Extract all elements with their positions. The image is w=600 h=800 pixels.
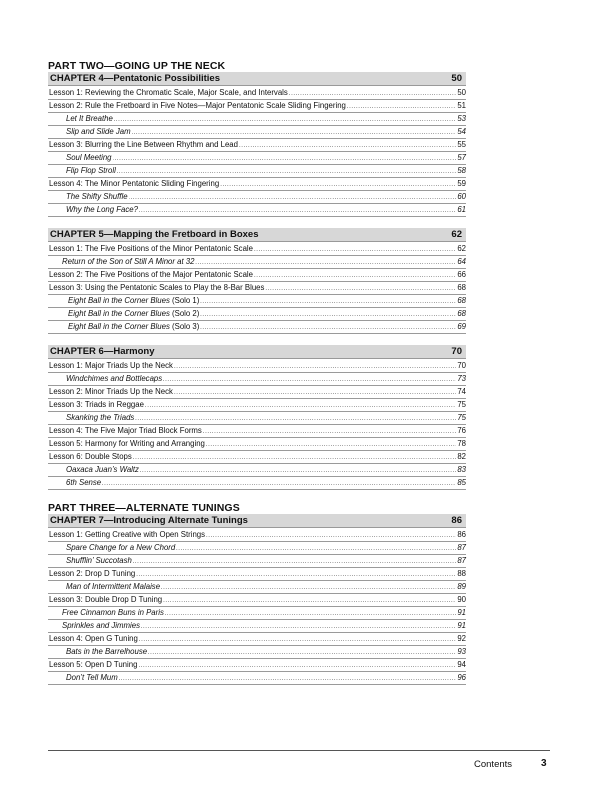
lesson-title <box>48 451 132 463</box>
chapter-spacer <box>48 217 466 228</box>
dot-leader <box>140 465 456 477</box>
lesson-entry[interactable] <box>48 438 466 451</box>
entry-text: Let It Breathe <box>66 114 113 123</box>
entry-page: 93 <box>457 647 466 656</box>
lesson-entry[interactable] <box>48 178 466 191</box>
song-entry[interactable] <box>48 607 466 620</box>
dot-leader <box>139 634 456 646</box>
entry-text: Lesson 3: Blurring the Line Between Rhythm and Lead <box>49 140 238 149</box>
chapter-title: CHAPTER 7—Introducing Alternate Tunings <box>50 515 248 526</box>
song-title <box>48 295 199 307</box>
chapter-spacer <box>48 334 466 345</box>
entry-text: Flip Flop Stroll <box>66 166 116 175</box>
dot-leader <box>174 387 456 399</box>
entry-text: Lesson 5: Harmony for Writing and Arranging <box>49 439 205 448</box>
entry-page: 86 <box>457 530 466 539</box>
chapter-heading[interactable] <box>48 228 466 242</box>
lesson-title <box>48 425 202 437</box>
dot-leader <box>114 114 457 126</box>
entry-page: 75 <box>457 400 466 409</box>
entry-suffix: (Solo 3) <box>169 322 200 331</box>
song-entry[interactable] <box>48 256 466 269</box>
dot-leader <box>289 88 457 100</box>
song-entry[interactable] <box>48 204 466 217</box>
lesson-entry[interactable] <box>48 529 466 542</box>
dot-leader <box>136 569 456 581</box>
entry-suffix: (Solo 2) <box>169 309 200 318</box>
dot-leader <box>138 660 456 672</box>
dot-leader <box>139 205 456 217</box>
entry-text: Eight Ball in the Corner Blues <box>68 322 170 331</box>
chapter-page: 50 <box>451 73 462 84</box>
song-title <box>48 672 118 684</box>
song-title <box>48 646 147 658</box>
dot-leader <box>239 140 456 152</box>
part-title: PART THREE—ALTERNATE TUNINGS <box>48 502 240 514</box>
entry-page: 89 <box>457 582 466 591</box>
song-title <box>48 542 175 554</box>
song-title <box>48 126 131 138</box>
dot-leader <box>163 374 456 386</box>
entry-page: 83 <box>457 465 466 474</box>
entry-page: 82 <box>457 452 466 461</box>
entry-text: Slip and Slide Jam <box>66 127 131 136</box>
lesson-title <box>48 399 144 411</box>
lesson-entry[interactable] <box>48 659 466 672</box>
entry-page: 60 <box>457 192 466 201</box>
lesson-entry[interactable] <box>48 269 466 282</box>
song-title <box>48 113 113 125</box>
dot-leader <box>132 127 457 139</box>
song-entry[interactable] <box>48 165 466 178</box>
song-title <box>48 555 132 567</box>
entry-page: 78 <box>457 439 466 448</box>
entry-text: Lesson 5: Open D Tuning <box>49 660 138 669</box>
chapter-page: 86 <box>451 515 462 526</box>
dot-leader <box>347 101 456 113</box>
entry-text: Why the Long Face? <box>66 205 138 214</box>
chapter-title: CHAPTER 5—Mapping the Fretboard in Boxes <box>50 229 259 240</box>
lesson-entry[interactable] <box>48 100 466 113</box>
lesson-title <box>48 360 173 372</box>
dot-leader <box>102 478 456 490</box>
entry-text: Lesson 1: Getting Creative with Open Strings <box>49 530 206 539</box>
lesson-entry[interactable] <box>48 243 466 256</box>
entry-page: 55 <box>457 140 466 149</box>
entry-page: 87 <box>457 556 466 565</box>
entry-page: 74 <box>457 387 466 396</box>
entry-page: 73 <box>457 374 466 383</box>
lesson-entry[interactable] <box>48 386 466 399</box>
song-title <box>48 620 140 632</box>
song-title <box>48 581 160 593</box>
song-title <box>48 165 116 177</box>
lesson-title <box>48 243 253 255</box>
dot-leader <box>133 452 457 464</box>
entry-text: Soul Meeting <box>66 153 112 162</box>
dot-leader <box>119 673 457 685</box>
song-title <box>48 191 128 203</box>
entry-text: Free Cinnamon Buns in Paris <box>62 608 164 617</box>
entry-page: 50 <box>457 88 466 97</box>
entry-page: 91 <box>457 608 466 617</box>
entry-page: 96 <box>457 673 466 682</box>
song-entry[interactable] <box>48 373 466 386</box>
song-title <box>48 464 139 476</box>
entry-page: 62 <box>457 244 466 253</box>
lesson-entry[interactable] <box>48 139 466 152</box>
dot-leader <box>200 309 456 321</box>
lesson-title <box>48 282 264 294</box>
entry-text: Windchimes and Bottlecaps <box>66 374 163 383</box>
lesson-title <box>48 139 238 151</box>
song-title <box>48 321 199 333</box>
entry-text: Lesson 2: Rule the Fretboard in Five Notes—Major Pentatonic Scale Sliding Fingering <box>49 101 346 110</box>
song-title <box>48 204 138 216</box>
entry-text: Lesson 4: Open G Tuning <box>49 634 138 643</box>
entry-page: 57 <box>457 153 466 162</box>
part-title: PART TWO—GOING UP THE NECK <box>48 60 226 72</box>
song-entry[interactable] <box>48 477 466 490</box>
dot-leader <box>141 621 456 633</box>
chapter-title: CHAPTER 6—Harmony <box>50 346 155 357</box>
dot-leader <box>254 244 456 256</box>
entry-page: 66 <box>457 270 466 279</box>
entry-page: 69 <box>457 322 466 331</box>
lesson-title <box>48 87 288 99</box>
chapter-page: 62 <box>451 229 462 240</box>
page-number: 3 <box>541 758 547 769</box>
entry-text: Lesson 2: Minor Triads Up the Neck <box>49 387 173 396</box>
entry-text: Lesson 4: The Minor Pentatonic Sliding Fingering <box>49 179 220 188</box>
song-entry[interactable] <box>48 672 466 685</box>
song-entry[interactable] <box>48 308 466 321</box>
table-of-contents <box>48 60 466 685</box>
entry-page: 70 <box>457 361 466 370</box>
chapter-title: CHAPTER 4—Pentatonic Possibilities <box>50 73 220 84</box>
entry-text: Sprinkles and Jimmies <box>62 621 140 630</box>
lesson-title <box>48 659 137 671</box>
dot-leader <box>176 543 456 555</box>
entry-page: 68 <box>457 309 466 318</box>
entry-page: 68 <box>457 283 466 292</box>
dot-leader <box>148 647 456 659</box>
song-entry[interactable] <box>48 412 466 425</box>
song-entry[interactable] <box>48 464 466 477</box>
entry-page: 76 <box>457 426 466 435</box>
song-entry[interactable] <box>48 555 466 568</box>
entry-page: 75 <box>457 413 466 422</box>
entry-page: 91 <box>457 621 466 630</box>
entry-text: Lesson 2: The Five Positions of the Major Pentatonic Scale <box>49 270 253 279</box>
lesson-title <box>48 386 173 398</box>
song-title <box>48 607 164 619</box>
lesson-title <box>48 438 205 450</box>
chapter-heading[interactable] <box>48 514 466 528</box>
entry-text: Man of Intermittent Malaise <box>66 582 161 591</box>
song-entry[interactable] <box>48 620 466 633</box>
song-title <box>48 152 112 164</box>
dot-leader <box>117 166 456 178</box>
song-entry[interactable] <box>48 126 466 139</box>
dot-leader <box>265 283 456 295</box>
lesson-entry[interactable] <box>48 633 466 646</box>
song-entry[interactable] <box>48 295 466 308</box>
song-entry[interactable] <box>48 581 466 594</box>
entry-page: 87 <box>457 543 466 552</box>
lesson-entry[interactable] <box>48 594 466 607</box>
entry-page: 90 <box>457 595 466 604</box>
entry-text: Lesson 2: Drop D Tuning <box>49 569 136 578</box>
dot-leader <box>145 400 456 412</box>
entry-page: 64 <box>457 257 466 266</box>
song-title <box>48 308 199 320</box>
song-title <box>48 477 101 489</box>
entry-page: 92 <box>457 634 466 643</box>
entry-text: Eight Ball in the Corner Blues <box>68 296 170 305</box>
dot-leader <box>254 270 456 282</box>
dot-leader <box>163 595 456 607</box>
dot-leader <box>133 556 456 568</box>
chapter-heading[interactable] <box>48 345 466 359</box>
entry-page: 59 <box>457 179 466 188</box>
lesson-entry[interactable] <box>48 282 466 295</box>
lesson-title <box>48 633 138 645</box>
lesson-title <box>48 529 205 541</box>
entry-text: Don’t Tell Mum <box>66 673 118 682</box>
entry-text: Skanking the Triads <box>66 413 135 422</box>
entry-text: Oaxaca Juan’s Waltz <box>66 465 139 474</box>
entry-text: Lesson 6: Double Stops <box>49 452 132 461</box>
entry-page: 51 <box>457 101 466 110</box>
lesson-entry[interactable] <box>48 425 466 438</box>
song-entry[interactable] <box>48 646 466 659</box>
lesson-title <box>48 100 346 112</box>
song-entry[interactable] <box>48 113 466 126</box>
chapter-page: 70 <box>451 346 462 357</box>
entry-text: Shufflin’ Succotash <box>66 556 132 565</box>
song-title <box>48 256 194 268</box>
lesson-title <box>48 269 253 281</box>
entry-page: 58 <box>457 166 466 175</box>
song-entry[interactable] <box>48 542 466 555</box>
entry-text: Eight Ball in the Corner Blues <box>68 309 170 318</box>
entry-text: Spare Change for a New Chord <box>66 543 176 552</box>
dot-leader <box>129 192 457 204</box>
dot-leader <box>203 426 456 438</box>
song-entry[interactable] <box>48 321 466 334</box>
entry-suffix: (Solo 1) <box>169 296 200 305</box>
dot-leader <box>113 153 457 165</box>
lesson-entry[interactable] <box>48 451 466 464</box>
entry-page: 85 <box>457 478 466 487</box>
footer-label: Contents <box>474 759 513 770</box>
lesson-entry[interactable] <box>48 360 466 373</box>
dot-leader <box>174 361 456 373</box>
entry-text: Bats in the Barrelhouse <box>66 647 148 656</box>
dot-leader <box>206 439 456 451</box>
dot-leader <box>206 530 456 542</box>
entry-page: 53 <box>457 114 466 123</box>
chapter-heading[interactable] <box>48 72 466 86</box>
lesson-entry[interactable] <box>48 87 466 100</box>
lesson-title <box>48 178 219 190</box>
entry-page: 54 <box>457 127 466 136</box>
entry-text: 6th Sense <box>66 478 102 487</box>
dot-leader <box>200 296 456 308</box>
song-entry[interactable] <box>48 152 466 165</box>
song-title <box>48 373 162 385</box>
entry-text: Lesson 3: Using the Pentatonic Scales to Play the 8-Bar Blues <box>49 283 265 292</box>
entry-page: 61 <box>457 205 466 214</box>
dot-leader <box>195 257 456 269</box>
entry-text: Lesson 3: Triads in Reggae <box>49 400 144 409</box>
lesson-entry[interactable] <box>48 568 466 581</box>
entry-text: Lesson 4: The Five Major Triad Block Forms <box>49 426 202 435</box>
song-title <box>48 412 134 424</box>
entry-page: 88 <box>457 569 466 578</box>
lesson-title <box>48 594 162 606</box>
entry-page: 68 <box>457 296 466 305</box>
dot-leader <box>135 413 456 425</box>
lesson-entry[interactable] <box>48 399 466 412</box>
entry-text: Lesson 1: Reviewing the Chromatic Scale, Major Scale, and Intervals <box>49 88 288 97</box>
dot-leader <box>165 608 456 620</box>
entry-page: 94 <box>457 660 466 669</box>
entry-text: Lesson 3: Double Drop D Tuning <box>49 595 163 604</box>
entry-text: The Shifty Shuffle <box>66 192 128 201</box>
entry-text: Return of the Son of Still A Minor at 32 <box>62 257 195 266</box>
dot-leader <box>161 582 456 594</box>
dot-leader <box>220 179 456 191</box>
lesson-title <box>48 568 135 580</box>
entry-text: Lesson 1: The Five Positions of the Minor Pentatonic Scale <box>49 244 253 253</box>
entry-text: Lesson 1: Major Triads Up the Neck <box>49 361 173 370</box>
dot-leader <box>200 322 456 334</box>
song-entry[interactable] <box>48 191 466 204</box>
footer-divider <box>48 750 550 751</box>
